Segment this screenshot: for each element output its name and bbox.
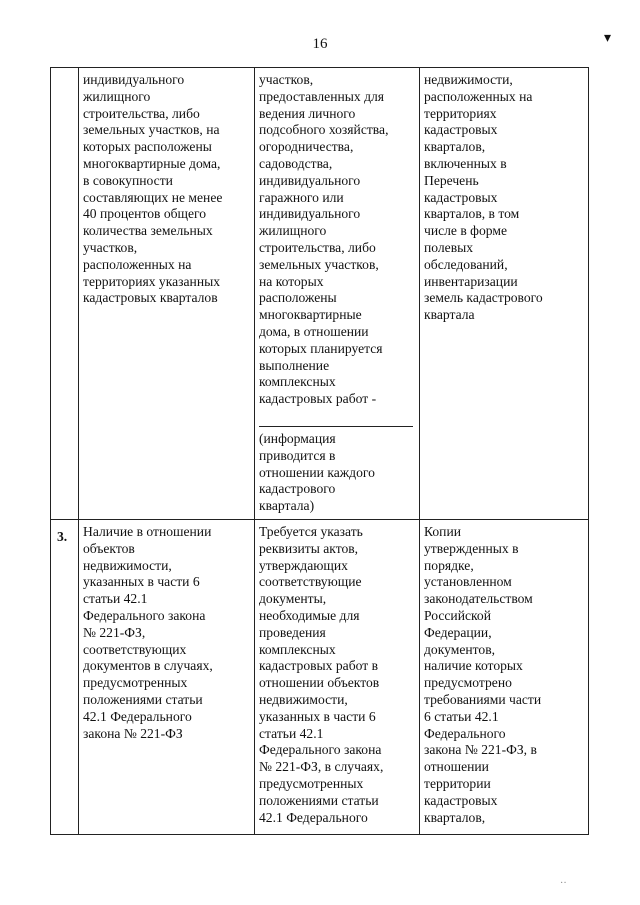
scan-mark: ·· [560,878,567,889]
table-row [51,68,589,520]
row-number-cell [51,520,79,835]
scan-mark: ▾ [604,31,612,46]
requirements-table [50,67,589,835]
instruction-cell [255,68,420,520]
requirement-text: Наличие в отношении объектов недвижимости, указанных в части 6 статьи 42.1 Федерального закона № 221-ФЗ, соответствующих документов в случаях, предусмотренных положениями статьи 42.1 Федерального закона № 221-ФЗ [83,524,213,741]
instruction-text: участков, предоставленных для ведения личного подсобного хозяйства, огородничества, садоводства, индивидуального гаражного или индивидуального жилищного строительства, либо земельных участков, на которых расположены многоквартирные дома, в отношении которых планируется выполнение комплексных кадастровых работ - [259,72,389,407]
documents-text: недвижимости, расположенных на территориях кадастровых кварталов, включенных в Перечень кадастровых кварталов, в том числе в форме полевых обследований, инвентаризации земель кадастрового квартала [424,72,543,323]
row-number: 3. [57,529,68,544]
requirement-text: индивидуального жилищного строительства, либо земельных участков, на которых расположены многоквартирные дома, в совокупности составляющих не менее 40 процентов общего количества земельных участков, расположенных на территориях указанных кадастровых кварталов [83,72,223,306]
instruction-text: Требуется указать реквизиты актов, утверждающих соответствующие документы, необходимые для проведения комплексных кадастровых работ в отношении объектов недвижимости, указанных в части 6 статьи 42.1 Федерального закона № 221-ФЗ, в случаях, предусмотренных положениями статьи 42.1 Федерального [259,524,384,825]
documents-text: Копии утвержденных в порядке, установленном законодательством Российской Федерации, документов, наличие которых предусмотрено требованиями части 6 статьи 42.1 Федерального закона № 221-ФЗ, в отношении территории кадастровых кварталов, [424,524,542,825]
documents-cell [420,68,589,520]
requirement-cell [79,520,255,835]
instruction-note: (информация приводится в отношении каждого кадастрового квартала) [259,430,375,514]
requirement-cell [79,68,255,520]
row-number [51,68,78,77]
table-row [51,520,589,835]
documents-cell [420,520,589,835]
page-number: 16 [312,36,328,52]
instruction-cell [255,520,420,835]
row-number-cell [51,68,79,520]
